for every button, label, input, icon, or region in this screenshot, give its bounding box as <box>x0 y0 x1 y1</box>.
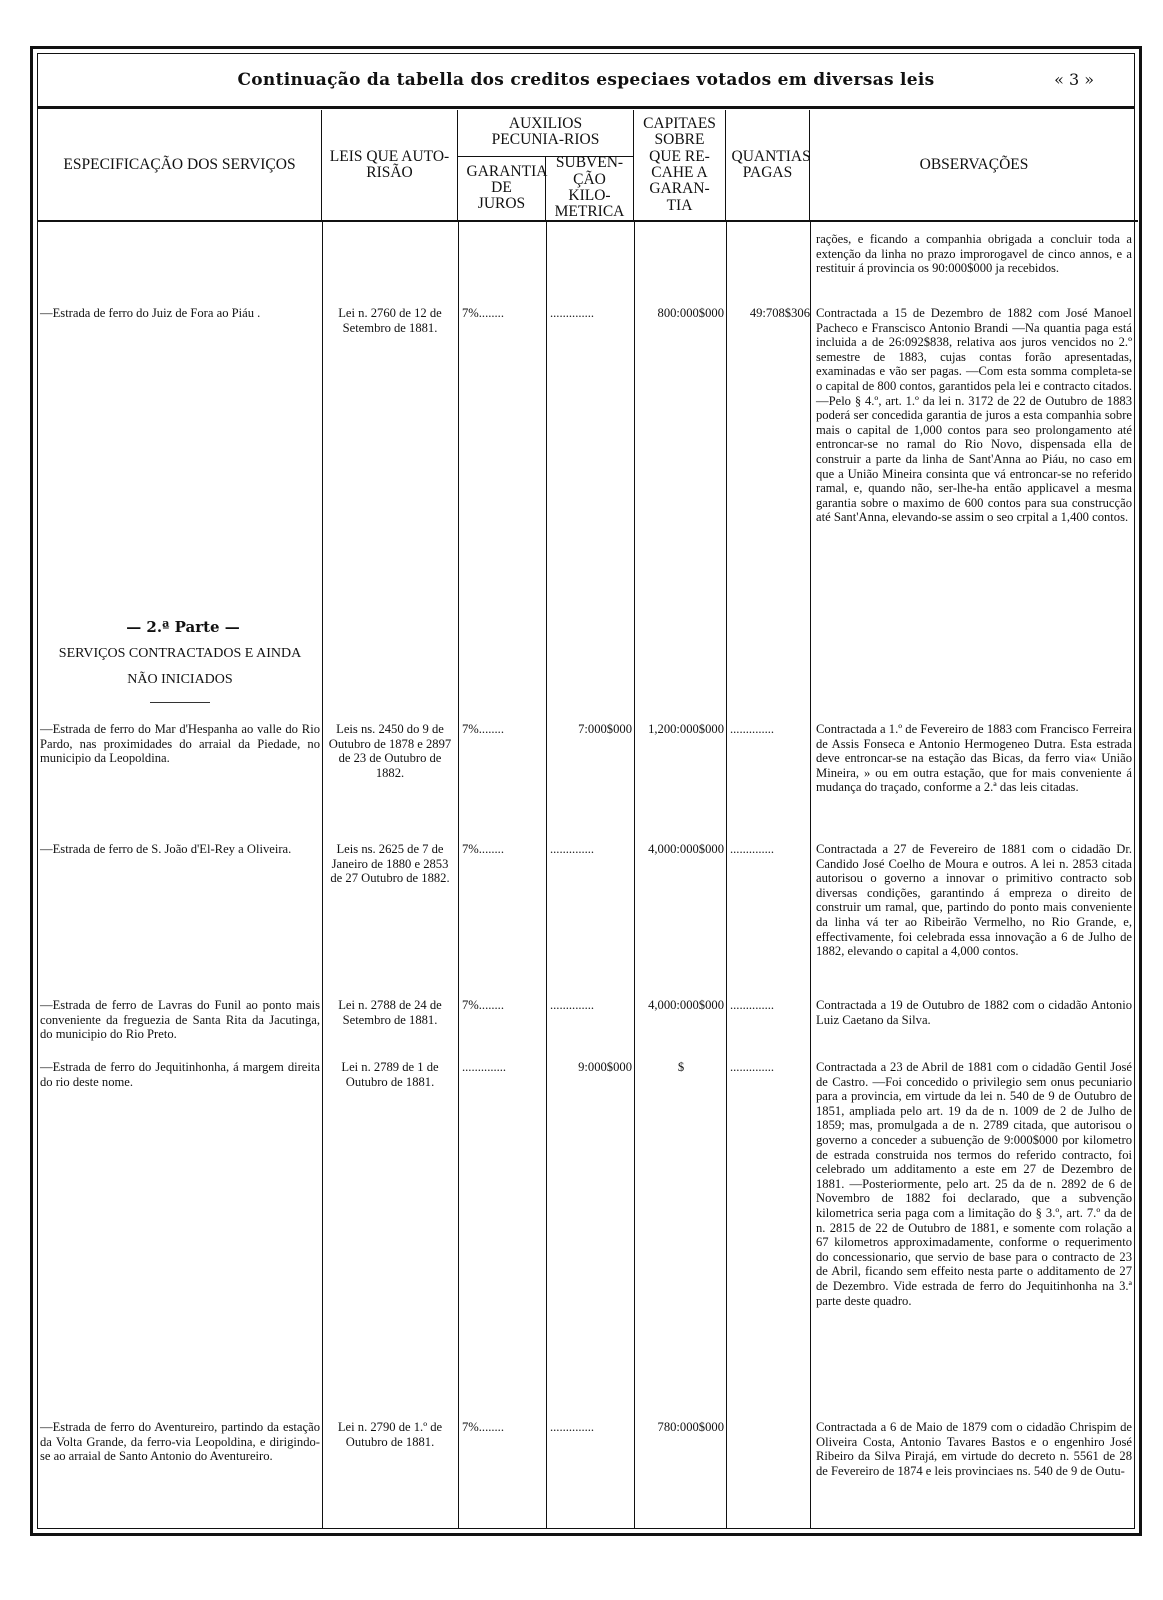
col-header-quantias-label: QUANTIAS PAGAS <box>731 147 811 181</box>
row-6-lei: Lei n. 2790 de 1.º de Outubro de 1881. <box>337 1420 443 1449</box>
row-1-garantia: 7%........ <box>462 306 504 320</box>
page-title: Continuação da tabella dos creditos especiaes votados em diversas leis <box>237 70 935 90</box>
row-1-capital: 800:000$000 <box>657 306 724 320</box>
row-5-pagas: .............. <box>730 1060 775 1074</box>
row-5-obs: Contractada a 23 de Abril de 1881 com o cidadão Gentil José de Castro. —Foi concedido o privilegio sem onus pecuniario para a provincia, em virtude da lei n. 540 de 9 de Outubro de 1851, ampliada pelo art. 19 da de n. 1009 de 2 de Julho de 1859; mas, promulgada a de n. 2789 citada, que autorisou o governo a conceder a subuenção de 9:000$000 por kilometro de estrada construida nos termos do referido contracto, foi celebrado um additamento a este em 27 de Dezembro de 1881. —Posteriormente, pelo art. 25 da de n. 2892 de 6 de Novembro de 1882 foi declarado, que a subvenção kilometrica seria paga com a limitação do § 3.º, art. 7.º da de n. 2815 de 22 de Outubro de 1881, e somente com rolação a 67 kilometros approximadamente, conforme o requerimento do concessionario, que servio de base para o contracto de 23 de Abril, ficando sem effeito nesta parte o additamento de 27 de Dezembro. Vide estrada de ferro do Jequitinhonha na 3.ª parte deste quadro. <box>816 1060 1132 1308</box>
row-1-obs: Contractada a 15 de Dezembro de 1882 com José Manoel Pacheco e Franscisco Antonio Brandi —Na quantia paga está incluida a de 26:092$838, relativa aos juros vencidos no 2.º semestre de 1883, cujas contas forão apresentadas, examinadas e vão ser pagas. —Com esta somma completa-se o capital de 800 contos, garantidos pela lei e contracto citados. —Pelo § 4.º, art. 1.º da lei n. 3172 de 22 de Outubro de 1883 poderá ser concedida garantia de juros a esta companhia sobre mais o capital de 1,000 contos para seo prolongamento até entroncar-se no ramal do Rio Novo, dispensada ella de construir a parte da linha de Sant'Anna ao Piáu, no caso em que a União Mineira consinta que vá entroncar-se no referido ramal, e, quando não, ser-lhe-ha então applicavel a mesma garantia sobre o maximo de 600 contos para sua construcção até Sant'Anna, elevando-se assim o seo crpital a 1,400 contos. <box>816 306 1132 525</box>
part-2-subtitle-line1: SERVIÇOS CONTRACTADOS E AINDA <box>58 646 302 661</box>
row-5-spec: —Estrada de ferro do Jequitinhonha, á margem direita do rio deste nome. <box>40 1060 320 1089</box>
row-3-capital: 4,000:000$000 <box>648 842 724 856</box>
row-6-spec: —Estrada de ferro do Aventureiro, partindo da estação da Volta Grande, da ferro-via Leopoldina, e dirigindo-se ao arraial de Santo Antonio do Aventureiro. <box>40 1420 320 1464</box>
col-header-garantia <box>458 156 546 220</box>
row-6-garantia: 7%........ <box>462 1420 504 1434</box>
part-2-title: — 2.ª Parte — <box>126 618 240 636</box>
col-header-garantia-label: GARANTIA DE JUROS <box>466 162 548 213</box>
col-header-capitaes-label: CAPITAES SOBRE QUE RE-CAHE A GARAN-TIA <box>643 115 716 214</box>
col-header-quantias <box>726 110 810 220</box>
row-1-subvencao: .............. <box>550 306 595 320</box>
row-5-capital: $ <box>677 1060 685 1074</box>
col-header-auxilios-label: AUXILIOS PECUNIA-RIOS <box>491 115 600 149</box>
row-4-lei: Lei n. 2788 de 24 de Setembro de 1881. <box>338 998 442 1027</box>
row-2-lei: Leis ns. 2450 do 9 de Outubro de 1878 e 2897 de 23 de Outubro de 1882. <box>328 722 452 780</box>
row-5-lei: Lei n. 2789 de 1 de Outubro de 1881. <box>341 1060 439 1089</box>
row-4-subvencao: .............. <box>550 998 595 1012</box>
title-row <box>38 54 1134 109</box>
col-divider <box>726 222 727 1528</box>
col-divider <box>634 222 635 1528</box>
row-2-pagas: .............. <box>730 722 775 736</box>
row-3-subvencao: .............. <box>550 842 595 856</box>
table-frame <box>30 46 1142 1536</box>
part-2-subtitle-line2: NÃO INICIADOS <box>127 672 233 687</box>
row-5-subvencao: 9:000$000 <box>578 1060 632 1074</box>
row-3-spec: —Estrada de ferro de S. João d'El-Rey a Oliveira. <box>40 842 292 856</box>
row-2-garantia: 7%........ <box>462 722 504 736</box>
col-header-spec <box>38 110 322 220</box>
col-header-observacoes <box>810 110 1138 220</box>
table-inner-frame <box>37 53 1135 1529</box>
row-5-garantia: .............. <box>462 1060 507 1074</box>
row-3-pagas: .............. <box>730 842 775 856</box>
continued-observation: rações, e ficando a companhia obrigada a concluir toda a extenção da linha no prazo improrogavel de cinco annos, e a restituir á provincia os 90:000$000 ja recebidos. <box>816 232 1132 276</box>
row-2-obs: Contractada a 1.º de Fevereiro de 1883 com Francisco Ferreira de Assis Fonseca e Antonio Hermogeneo Dutra. Esta estrada deve entroncar-se na estação das Bicas, da ferro via« União Mineira, » ou em outra estação, que for mais conveniente á mudança do traçado, conforme a 2.ª das leis citadas. <box>816 722 1132 795</box>
row-6-obs: Contractada a 6 de Maio de 1879 com o cidadão Chrispim de Oliveira Costa, Antonio Tavares Bastos e o engenhiro José Ribeiro da Silva Pirajá, em virtude do decreto n. 5561 de 28 de Fevereiro de 1874 e leis provinciaes ns. 540 de 9 de Outu- <box>816 1420 1132 1478</box>
row-4-spec: —Estrada de ferro de Lavras do Funil ao ponto mais conveniente da freguezia de Santa Rita da Jacutinga, do municipio do Rio Preto. <box>40 998 320 1042</box>
col-header-observacoes-label: OBSERVAÇÕES <box>919 155 1029 173</box>
col-header-spec-label: ESPECIFICAÇÃO DOS SERVIÇOS <box>63 155 296 173</box>
col-divider <box>810 222 811 1528</box>
row-4-capital: 4,000:000$000 <box>648 998 724 1012</box>
col-header-leis-label: LEIS QUE AUTO-RISÃO <box>329 147 450 181</box>
row-1-spec: —Estrada de ferro do Juiz de Fora ao Piáu . <box>40 306 261 320</box>
column-header-row <box>38 110 1138 222</box>
row-3-lei: Leis ns. 2625 de 7 de Janeiro de 1880 e 2853 de 27 Outubro de 1882. <box>330 842 450 886</box>
col-divider <box>546 222 547 1528</box>
col-header-leis <box>322 110 458 220</box>
row-2-subvencao: 7:000$000 <box>578 722 632 736</box>
col-header-subvencao-label: SUBVEN-ÇÃO KILO-METRICA <box>554 154 625 221</box>
row-1-lei: Lei n. 2760 de 12 de Setembro de 1881. <box>338 306 442 335</box>
page-number: « 3 » <box>1054 70 1094 89</box>
col-divider <box>322 222 323 1528</box>
row-3-garantia: 7%........ <box>462 842 504 856</box>
row-2-spec: —Estrada de ferro do Mar d'Hespanha ao valle do Rio Pardo, nas proximidades do arraial da Piedade, no municipio da Leopoldina. <box>40 722 320 766</box>
col-header-capitaes <box>634 110 726 220</box>
row-6-capital: 780:000$000 <box>657 1420 724 1434</box>
row-3-obs: Contractada a 27 de Fevereiro de 1881 com o cidadão Dr. Candido José Coelho de Moura e outros. A lei n. 2853 citada autorisou o governo a innovar o primitivo contracto sob diversas condições, garantindo á empreza o direito de construir um ramal, que, partindo do ponto mais conveniente da linha vá ter ao Ribeirão Vermelho, no Rio Grande, e, effectivamente, foi celebrada essa innovação a 6 de Julho de 1882, elevando o capital a 4,000 contos. <box>816 842 1132 959</box>
row-4-pagas: .............. <box>730 998 775 1012</box>
row-4-obs: Contractada a 19 de Outubro de 1882 com o cidadão Antonio Luiz Caetano da Silva. <box>816 998 1132 1027</box>
col-divider <box>458 222 459 1528</box>
row-6-subvencao: .............. <box>550 1420 595 1434</box>
col-header-subvencao <box>546 156 634 220</box>
part-2-flourish <box>150 702 210 703</box>
row-1-pagas: 49:708$306 <box>749 306 810 320</box>
row-2-capital: 1,200:000$000 <box>648 722 724 736</box>
row-4-garantia: 7%........ <box>462 998 504 1012</box>
